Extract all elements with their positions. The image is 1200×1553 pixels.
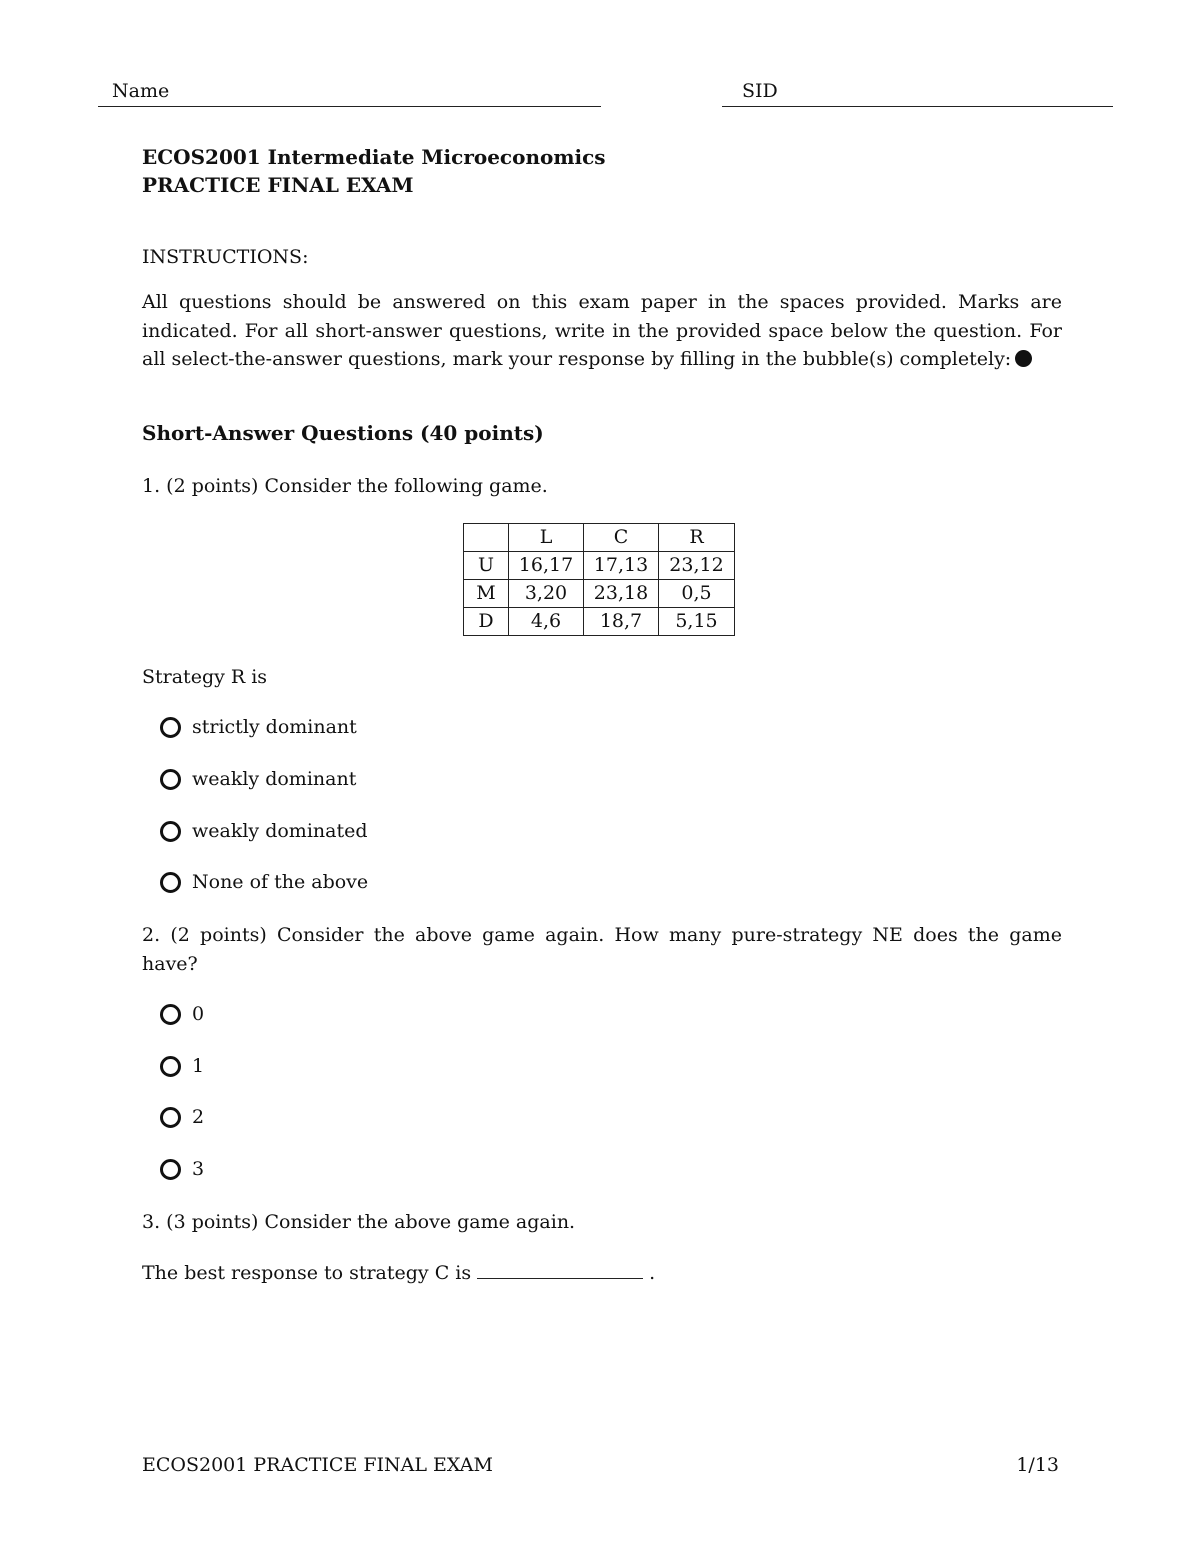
table-cell: 18,7 (584, 608, 659, 636)
sid-field[interactable] (722, 106, 1113, 107)
q1-option[interactable] (160, 819, 368, 843)
instructions-body (142, 288, 1062, 374)
table-cell: U (464, 552, 509, 580)
q1-option[interactable] (160, 767, 356, 791)
instructions-text: All questions should be answered on this exam paper in the spaces provided. Marks are indicated. For all short-answer questions, write in the provided space below the question. For all select-the-answer questions, mark your response by filling in the bubble(s) completely: (142, 291, 1062, 370)
table-row (464, 580, 735, 608)
q2-option-label: 2 (192, 1106, 205, 1128)
table-cell: 23,18 (584, 580, 659, 608)
exam-title: PRACTICE FINAL EXAM (142, 173, 414, 197)
instructions-heading: INSTRUCTIONS: (142, 246, 309, 268)
q3-stem (142, 1259, 655, 1287)
table-cell: 16,17 (509, 552, 584, 580)
table-cell (464, 524, 509, 552)
table-cell: 23,12 (659, 552, 735, 580)
filled-bubble-icon (1015, 350, 1032, 367)
table-cell: D (464, 608, 509, 636)
q1-stem: Strategy R is (142, 666, 268, 688)
table-cell: R (659, 524, 735, 552)
name-label: Name (112, 80, 170, 102)
table-cell: C (584, 524, 659, 552)
table-cell: L (509, 524, 584, 552)
sid-label: SID (742, 80, 778, 102)
payoff-table (463, 523, 735, 636)
radio-bubble-icon[interactable] (160, 1107, 181, 1128)
q1-prompt: 1. (2 points) Consider the following game. (142, 475, 548, 497)
table-row (464, 552, 735, 580)
q1-option[interactable] (160, 715, 357, 739)
q1-option-label: weakly dominated (192, 820, 368, 842)
section-heading: Short-Answer Questions (40 points) (142, 421, 544, 445)
radio-bubble-icon[interactable] (160, 717, 181, 738)
table-cell: 17,13 (584, 552, 659, 580)
q3-prompt: 3. (3 points) Consider the above game again. (142, 1211, 576, 1233)
q2-prompt: 2. (2 points) Consider the above game again. How many pure-strategy NE does the game have? (142, 924, 1062, 975)
table-cell: 0,5 (659, 580, 735, 608)
q2-option[interactable] (160, 1054, 204, 1078)
q2-option[interactable] (160, 1105, 204, 1129)
q2-option[interactable] (160, 1002, 204, 1026)
table-cell: 4,6 (509, 608, 584, 636)
q2-option-label: 0 (192, 1003, 205, 1025)
course-title: ECOS2001 Intermediate Microeconomics (142, 145, 606, 169)
q2-option[interactable] (160, 1157, 204, 1181)
q1-option-label: weakly dominant (192, 768, 357, 790)
radio-bubble-icon[interactable] (160, 1056, 181, 1077)
page-number: 1/13 (1016, 1454, 1059, 1476)
table-row (464, 608, 735, 636)
q3-stem-text: The best response to strategy C is (142, 1262, 472, 1284)
q1-option-label: strictly dominant (192, 716, 357, 738)
radio-bubble-icon[interactable] (160, 769, 181, 790)
q2-option-label: 3 (192, 1158, 205, 1180)
footer-title: ECOS2001 PRACTICE FINAL EXAM (142, 1454, 493, 1476)
radio-bubble-icon[interactable] (160, 872, 181, 893)
table-header-row (464, 524, 735, 552)
radio-bubble-icon[interactable] (160, 1004, 181, 1025)
table-cell: 5,15 (659, 608, 735, 636)
name-field[interactable] (98, 106, 601, 107)
radio-bubble-icon[interactable] (160, 1159, 181, 1180)
radio-bubble-icon[interactable] (160, 821, 181, 842)
q1-option[interactable] (160, 870, 368, 894)
table-cell: 3,20 (509, 580, 584, 608)
q2-option-label: 1 (192, 1055, 205, 1077)
answer-blank[interactable] (477, 1260, 643, 1279)
q1-option-label: None of the above (192, 871, 369, 893)
q3-stem-end: . (649, 1262, 656, 1284)
table-cell: M (464, 580, 509, 608)
